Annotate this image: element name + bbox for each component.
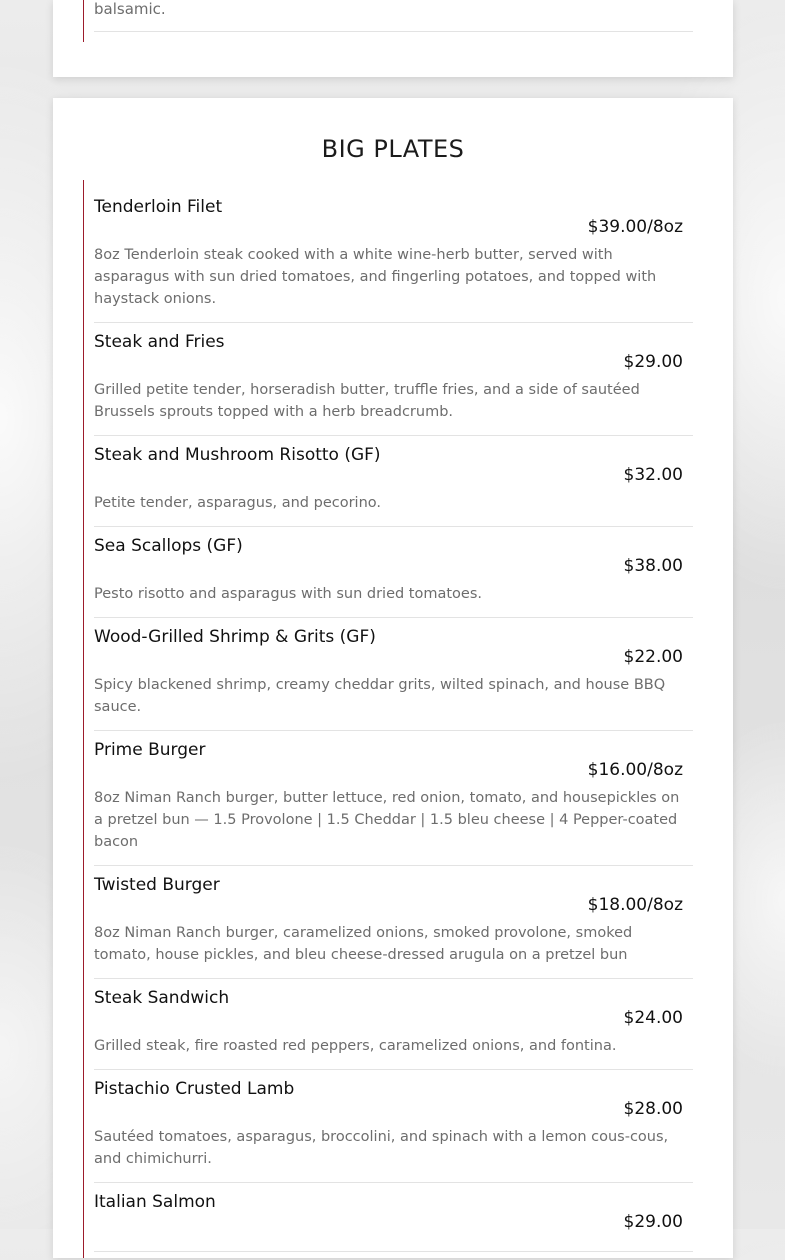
item-price: $28.00 bbox=[623, 1099, 683, 1119]
item-name: Pistachio Crusted Lamb bbox=[94, 1079, 295, 1099]
menu-item bbox=[94, 987, 693, 1070]
item-price: $18.00/8oz bbox=[587, 895, 683, 915]
item-description: 8oz Tenderloin steak cooked with a white wine-herb butter, served with asparagus with sun dried tomatoes, and fingerling potatoes, and topped with haystack onions. bbox=[94, 247, 657, 307]
item-name: Tenderloin Filet bbox=[94, 197, 223, 217]
item-price: $29.00 bbox=[623, 1212, 683, 1232]
divider bbox=[94, 31, 693, 32]
previous-menu-card bbox=[53, 0, 733, 77]
item-price: $29.00 bbox=[623, 352, 683, 372]
item-name: Italian Salmon bbox=[94, 1192, 216, 1212]
item-description: 8oz Niman Ranch burger, butter lettuce, red onion, tomato, and housepickles on a pretzel bun — 1.5 Provolone | 1.5 Cheddar | 1.5 bleu cheese | 4 Pepper-coated bacon bbox=[94, 790, 680, 850]
menu-item bbox=[94, 739, 693, 866]
item-description: Sautéed tomatoes, asparagus, broccolini, and spinach with a lemon cous-cous, and chimichurri. bbox=[94, 1129, 669, 1167]
item-name: Steak and Mushroom Risotto (GF) bbox=[94, 445, 381, 465]
item-price: $38.00 bbox=[623, 556, 683, 576]
menu-item-list bbox=[94, 196, 693, 1260]
accent-line bbox=[83, 180, 84, 1258]
item-description: Spicy blackened shrimp, creamy cheddar grits, wilted spinach, and house BBQ sauce. bbox=[94, 677, 666, 715]
item-name: Sea Scallops (GF) bbox=[94, 536, 243, 556]
item-name: Prime Burger bbox=[94, 740, 206, 760]
item-description: Pesto risotto and asparagus with sun dried tomatoes. bbox=[94, 586, 483, 602]
item-description: Grilled steak, fire roasted red peppers, caramelized onions, and fontina. bbox=[94, 1038, 617, 1054]
item-price: $39.00/8oz bbox=[587, 217, 683, 237]
menu-item bbox=[94, 874, 693, 979]
menu-item bbox=[94, 331, 693, 436]
menu-item bbox=[94, 1191, 693, 1252]
item-price: $32.00 bbox=[623, 465, 683, 485]
menu-item bbox=[94, 444, 693, 527]
item-name: Steak and Fries bbox=[94, 332, 225, 352]
section-title: BIG PLATES bbox=[321, 135, 465, 163]
item-description: balsamic. bbox=[94, 0, 166, 18]
menu-item bbox=[94, 1078, 693, 1183]
item-name: Wood-Grilled Shrimp & Grits (GF) bbox=[94, 627, 376, 647]
item-price: $24.00 bbox=[623, 1008, 683, 1028]
item-description: Petite tender, asparagus, and pecorino. bbox=[94, 495, 381, 511]
menu-item bbox=[94, 535, 693, 618]
menu-item bbox=[94, 626, 693, 731]
item-price: $22.00 bbox=[623, 647, 683, 667]
accent-line bbox=[83, 0, 84, 42]
item-name: Steak Sandwich bbox=[94, 988, 230, 1008]
item-description: 8oz Niman Ranch burger, caramelized onions, smoked provolone, smoked tomato, house pickles, and bleu cheese-dressed arugula on a pretzel bun bbox=[94, 925, 633, 963]
menu-item bbox=[94, 196, 693, 323]
item-description: Grilled petite tender, horseradish butter, truffle fries, and a side of sautéed Brussels sprouts topped with a herb breadcrumb. bbox=[94, 382, 640, 420]
big-plates-card bbox=[53, 98, 733, 1258]
item-price: $16.00/8oz bbox=[587, 760, 683, 780]
item-name: Twisted Burger bbox=[94, 875, 220, 895]
